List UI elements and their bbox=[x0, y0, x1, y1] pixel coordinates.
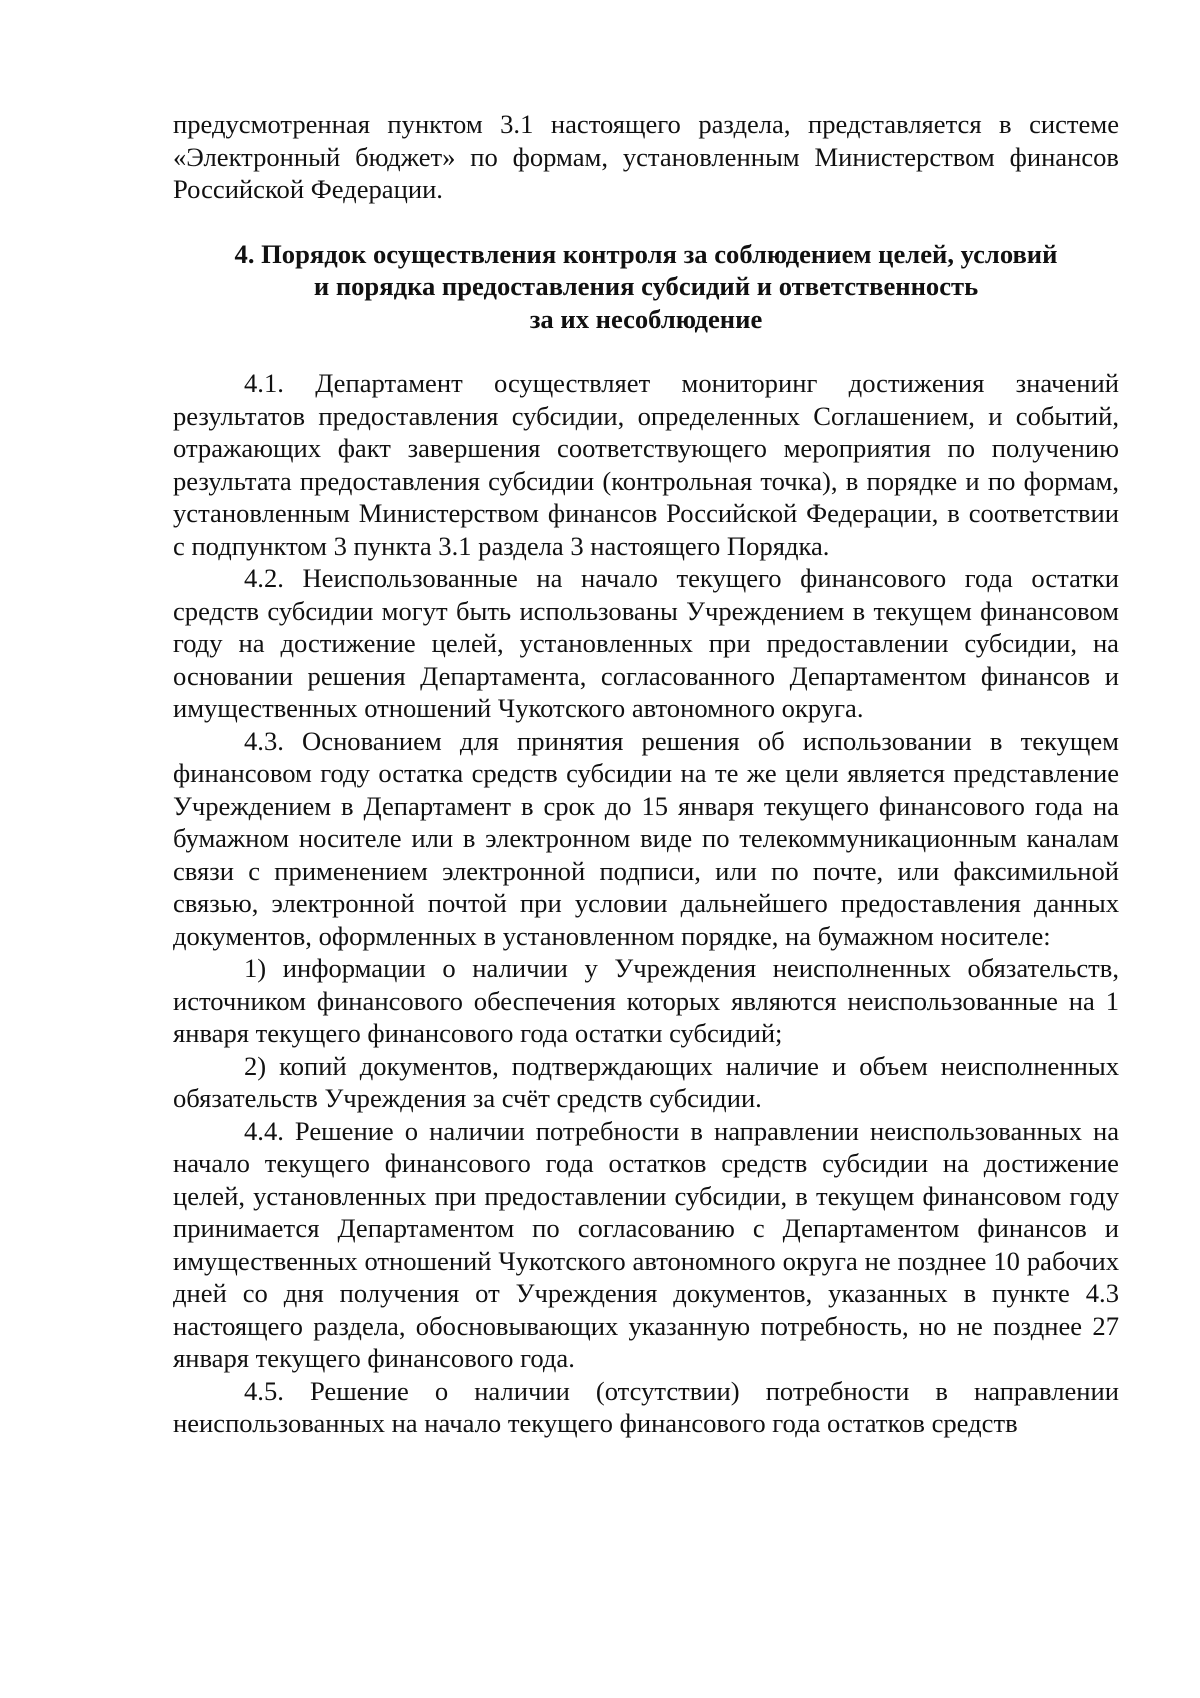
list-item-2: 2) копий документов, подтверждающих наличие и объем неисполненных обязательств Учреждения за счёт средств субсидии. bbox=[173, 1050, 1119, 1113]
paragraph-4-2: 4.2. Неиспользованные на начало текущего финансового года остатки средств субсидии могут быть использованы Учреждением в текущем финансовом году на достижение целей, установленных при предоставлении субсидии, на основании решения Департамента, согласованного Департаментом финансов и имущественных отношений Чукотского автономного округа. bbox=[173, 563, 1119, 723]
section-heading-line-1: 4. Порядок осуществления контроля за соблюдением целей, условий bbox=[234, 238, 1058, 269]
list-item-1: 1) информации о наличии у Учреждения неисполненных обязательств, источником финансового обеспечения которых являются неиспользованные на 1 января текущего финансового года остатки субсидий; bbox=[173, 953, 1119, 1048]
paragraph-4-5: 4.5. Решение о наличии (отсутствии) потребности в направлении неиспользованных на начало текущего финансового года остатков средств bbox=[173, 1375, 1119, 1438]
paragraph-4-1: 4.1. Департамент осуществляет мониторинг достижения значений результатов предоставления субсидии, определенных Соглашением, и событий, отражающих факт завершения соответствующего мероприятия по получению результата предоставления субсидии (контрольная точка), в порядке и по формам, установленным Министерством финансов Российской Федерации, в соответствии с подпунктом 3 пункта 3.1 раздела 3 настоящего Порядка. bbox=[173, 368, 1119, 561]
document-page bbox=[173, 108, 1119, 1440]
section-heading bbox=[173, 238, 1119, 336]
section-heading-line-2: и порядка предоставления субсидий и ответственность bbox=[313, 271, 979, 301]
paragraph-4-3: 4.3. Основанием для принятия решения об использовании в текущем финансовом году остатка средств субсидии на те же цели является представление Учреждением в Департамент в срок до 15 января текущего финансового года на бумажном носителе или в электронном виде по телекоммуникационным каналам связи с применением электронной подписи, или по почте, или факсимильной связью, электронной почтой при условии дальнейшего предоставления данных документов, оформленных в установленном порядке, на бумажном носителе: bbox=[173, 725, 1119, 951]
paragraph-4-4: 4.4. Решение о наличии потребности в направлении неиспользованных на начало текущего финансового года остатков средств субсидии на достижение целей, установленных при предоставлении субсидии, в текущем финансовом году принимается Департаментом по согласованию с Департаментом финансов и имущественных отношений Чукотского автономного округа не позднее 10 рабочих дней со дня получения от Учреждения документов, указанных в пункте 4.3 настоящего раздела, обосновывающих указанную потребность, но не позднее 27 января текущего финансового года. bbox=[173, 1115, 1119, 1373]
intro-paragraph: предусмотренная пунктом 3.1 настоящего раздела, представляется в системе «Электронный бюджет» по формам, установленным Министерством финансов Российской Федерации. bbox=[173, 109, 1119, 204]
section-heading-line-3: за их несоблюдение bbox=[529, 303, 763, 334]
